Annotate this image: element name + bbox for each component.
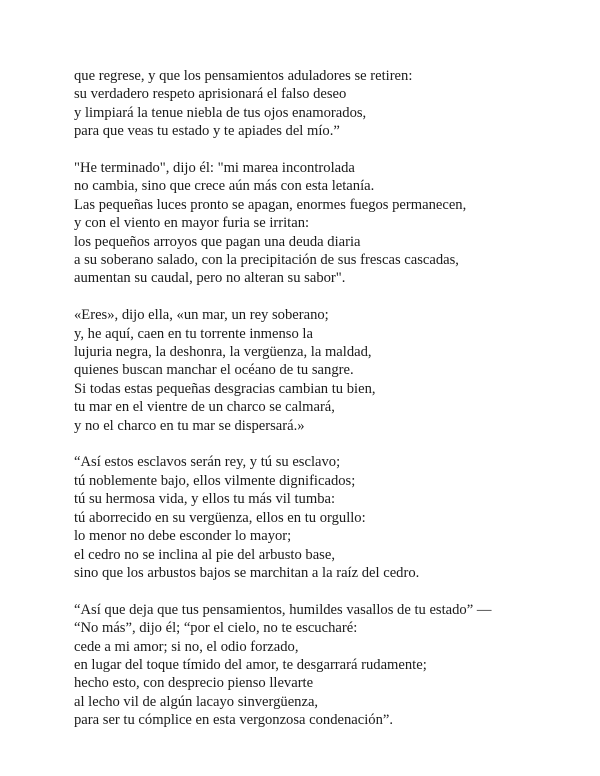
stanza (74, 67, 584, 141)
poem-line: sino que los arbustos bajos se marchitan a la raíz del cedro. (74, 564, 420, 581)
poem-line: lujuria negra, la deshonra, la vergüenza, la maldad, (74, 344, 372, 361)
poem-line: tu mar en el vientre de un charco se calmará, (74, 399, 335, 416)
poem-line: tú su hermosa vida, y ellos tu más vil tumba: (74, 491, 336, 508)
poem-line: y limpiará la tenue niebla de tus ojos enamorados, (74, 104, 367, 121)
poem-line: al lecho vil de algún lacayo sinvergüenza, (74, 693, 319, 710)
poem-line: “Así que deja que tus pensamientos, humildes vasallos de tu estado” — (74, 601, 492, 618)
poem-line: tú noblemente bajo, ellos vilmente dignificados; (74, 472, 356, 489)
poem-line: y con el viento en mayor furia se irritan: (74, 215, 310, 232)
poem-line: hecho esto, con desprecio pienso llevarte (74, 675, 314, 692)
poem-line: cede a mi amor; si no, el odio forzado, (74, 638, 299, 655)
poem-text (74, 67, 584, 748)
poem-line: en lugar del toque tímido del amor, te desgarrará rudamente; (74, 656, 427, 673)
poem-line: lo menor no debe esconder lo mayor; (74, 528, 292, 545)
poem-line: para ser tu cómplice en esta vergonzosa condenación”. (74, 712, 394, 729)
poem-line: quienes buscan manchar el océano de tu sangre. (74, 362, 354, 379)
poem-line: Las pequeñas luces pronto se apagan, enormes fuegos permanecen, (74, 196, 467, 213)
poem-line: “No más”, dijo él; “por el cielo, no te escucharé: (74, 620, 358, 637)
poem-line: "He terminado", dijo él: "mi marea incontrolada (74, 160, 355, 177)
poem-line: “Así estos esclavos serán rey, y tú su esclavo; (74, 454, 341, 471)
poem-line: y, he aquí, caen en tu torrente inmenso la (74, 325, 313, 342)
poem-line: para que veas tu estado y te apiades del mío.” (74, 123, 340, 140)
poem-line: el cedro no se inclina al pie del arbusto base, (74, 546, 335, 563)
stanza (74, 306, 584, 435)
stanza (74, 601, 584, 730)
poem-line: Si todas estas pequeñas desgracias cambian tu bien, (74, 380, 376, 397)
poem-line: aumentan su caudal, pero no alteran su sabor". (74, 270, 346, 287)
poem-line: y no el charco en tu mar se dispersará.» (74, 417, 305, 434)
poem-line: «Eres», dijo ella, «un mar, un rey soberano; (74, 307, 329, 324)
poem-line: no cambia, sino que crece aún más con esta letanía. (74, 178, 375, 195)
stanza (74, 159, 584, 288)
poem-line: que regrese, y que los pensamientos aduladores se retiren: (74, 68, 413, 84)
poem-line: su verdadero respeto aprisionará el falso deseo (74, 86, 347, 103)
poem-line: tú aborrecido en su vergüenza, ellos en tu orgullo: (74, 509, 366, 526)
poem-line: los pequeños arroyos que pagan una deuda diaria (74, 233, 361, 250)
poem-line: a su soberano salado, con la precipitación de sus frescas cascadas, (74, 252, 459, 269)
stanza (74, 453, 584, 582)
